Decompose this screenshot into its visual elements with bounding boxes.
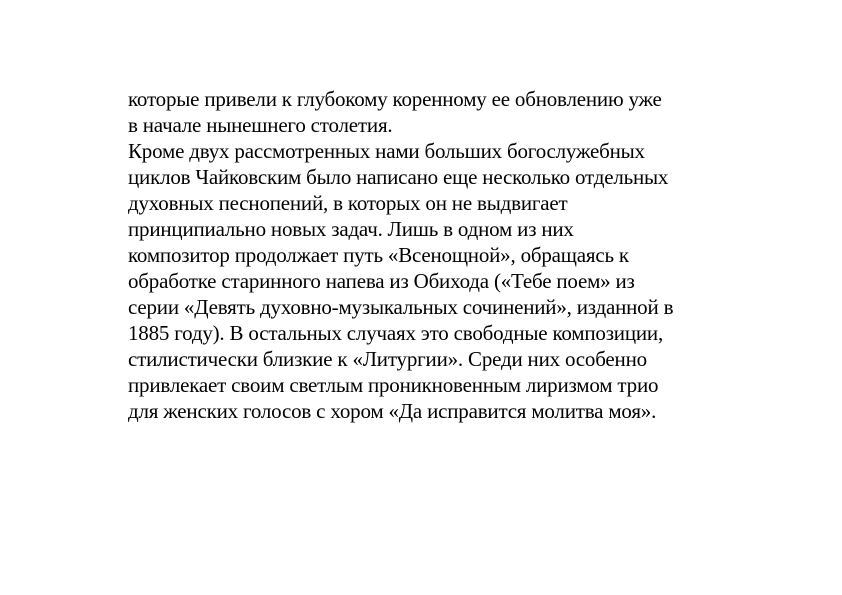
body-text — [128, 86, 728, 424]
text-line: обработке старинного напева из Обихода («Тебе поем» из — [128, 269, 635, 293]
text-line: привлекает своим светлым проникновенным лиризмом трио — [128, 373, 659, 397]
text-line: серии «Девять духовно-музыкальных сочинений», изданной в — [128, 295, 674, 319]
text-line: 1885 году). В остальных случаях это свободные композиции, — [128, 321, 664, 345]
text-line: для женских голосов с хором «Да исправится молитва моя». — [128, 399, 657, 423]
text-line: которые привели к глубокому коренному ее обновлению уже — [128, 87, 662, 111]
text-line: принципиально новых задач. Лишь в одном из них — [128, 217, 574, 241]
text-line: циклов Чайковским было написано еще несколько отдельных — [128, 165, 669, 189]
text-line: стилистически близкие к «Литургии». Среди них особенно — [128, 347, 647, 371]
text-line: композитор продолжает путь «Всенощной», обращаясь к — [128, 243, 629, 267]
text-line: Кроме двух рассмотренных нами больших богослужебных — [128, 139, 645, 163]
text-line: в начале нынешнего столетия. — [128, 113, 393, 137]
text-line: духовных песнопений, в которых он не выдвигает — [128, 191, 568, 215]
